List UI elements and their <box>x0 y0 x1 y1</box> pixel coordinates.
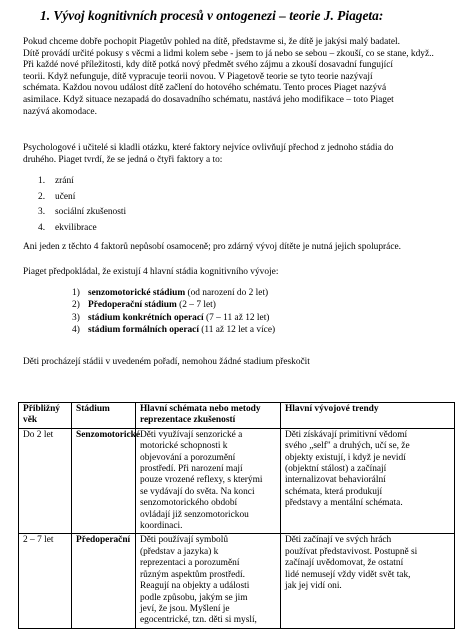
table-row <box>19 428 455 534</box>
factors-list <box>38 176 126 238</box>
trends-line: Děti začínají ve svých hrách <box>285 535 392 546</box>
stage-name: stádium formálních operací <box>88 325 199 336</box>
stage-cell: Předoperační <box>72 534 136 628</box>
stage-number: 1) <box>72 288 80 298</box>
intro-line: schémata. Každou novou událost dítě začlení do hotového schématu. Tento proces Piaget nazývá <box>23 83 387 94</box>
schemas-line: egocentrické, tzn. děti si myslí, <box>140 615 257 626</box>
trends-line: lidé nemusejí vždy vidět svět tak, <box>285 569 411 580</box>
stage-item <box>72 313 275 325</box>
factor-label: sociální zkušenosti <box>55 207 127 218</box>
schemas-line: (představ a jazyka) k <box>140 546 219 557</box>
schemas-cell <box>136 428 281 534</box>
intro-line: Pokud chceme dobře pochopit Piagetův pohled na dítě, představme si, že dítě je jakýsi malý badatel. <box>23 37 400 47</box>
factors-intro-line: druhého. Piaget tvrdí, že se jedná o čtyři faktory a to: <box>23 154 223 165</box>
table-header-line: reprezentace zkušeností <box>140 415 236 426</box>
factors-intro-paragraph <box>23 143 393 166</box>
stage-number: 3) <box>72 312 80 323</box>
trends-line: Děti získávají primitivní vědomí <box>285 429 408 440</box>
factor-number: 3. <box>38 207 46 218</box>
stages-table <box>18 402 455 629</box>
stage-cell: Senzomotorické <box>72 428 136 534</box>
intro-line: teorii. Když nefunguje, dítě vypracuje teorii novou. V Piagetově teorie se tyto teorie nazývají <box>23 71 373 82</box>
schemas-line: jeví, že jsou. Myšlení je <box>140 603 230 614</box>
table-row <box>19 534 455 628</box>
schemas-line: podle způsobu, jakým se jim <box>140 592 248 603</box>
schemas-line: se vydávají do světa. Na konci <box>140 486 255 497</box>
trends-line: svého „self" a druhých, učí se, že <box>285 441 410 452</box>
schemas-line: Děti využívají senzorické a <box>140 429 243 440</box>
intro-line: asimilace. Když situace nezapadá do dosavadního schématu, nastává jeho modifikace – toto Piaget <box>23 94 394 105</box>
cooperation-paragraph: Ani jeden z těchto 4 faktorů nepůsobí osamoceně; pro zdárný vývoj dítěte je nutná jejich spolupráce. <box>23 242 402 252</box>
factor-item <box>38 192 126 208</box>
schemas-cell <box>136 534 281 628</box>
table-header-line: Přibližný <box>23 404 60 414</box>
factor-item <box>38 223 126 239</box>
trends-line: začínají uvědomovat, že ostatní <box>285 558 404 569</box>
trends-line: objekty existují, i když je nevidí <box>285 452 406 463</box>
trends-line: schémata, která produkují <box>285 486 383 497</box>
schemas-line: motorické schopnosti k <box>140 441 228 452</box>
schemas-line: Děti používají symbolů <box>140 535 229 546</box>
trends-line: internalizovat behaviorální <box>285 475 386 486</box>
stage-item <box>72 300 275 312</box>
schemas-line: senzomotorického období <box>140 498 238 509</box>
intro-line: nazývá akomodace. <box>23 106 97 117</box>
schemas-line: pouze vrozené reflexy, s kterými <box>140 475 263 486</box>
factors-intro-line: Psychologové i učitelé si kladli otázku, které faktory nejvíce ovlivňují přechod z jednoho stádia do <box>23 143 394 153</box>
trends-cell <box>281 534 455 628</box>
stage-name: Předoperační stádium <box>88 300 177 311</box>
table-header-cell <box>72 403 136 429</box>
schemas-line: prostředí. Při narození mají <box>140 464 243 475</box>
schemas-line: objevování a porozumění <box>140 452 236 463</box>
table-header-cell <box>281 403 455 429</box>
stage-name: stádium konkrétních operací <box>88 312 204 323</box>
intro-line: Při každé nové příležitosti, kdy dítě potká nový předmět svého zájmu a zkouší dosavadní fungující <box>23 60 393 71</box>
schemas-line: koordinaci. <box>140 521 183 532</box>
stages-intro-paragraph: Piaget předpokládal, že existují 4 hlavní stádia kognitivního vývoje: <box>23 267 279 277</box>
trends-cell <box>281 428 455 534</box>
stage-range: (od narození do 2 let) <box>187 288 269 298</box>
stage-name: senzomotorické stádium <box>88 288 186 298</box>
stage-range: (11 až 12 let a více) <box>201 325 276 336</box>
schemas-line: reprezentaci a porozumění <box>140 558 240 569</box>
table-body <box>19 428 455 628</box>
factor-label: učení <box>55 191 76 202</box>
table-header-cell <box>136 403 281 429</box>
schemas-line: různým aspektům prostředí. <box>140 569 245 580</box>
factor-label: zrání <box>55 176 74 186</box>
table-header-line: věk <box>23 415 38 426</box>
trends-line: jak jej vidí oni. <box>285 581 342 592</box>
age-cell: Do 2 let <box>19 428 72 534</box>
stage-range: (2 – 7 let) <box>179 300 216 311</box>
stage-item <box>72 288 275 300</box>
stage-number: 4) <box>72 325 80 336</box>
table-header-cell <box>19 403 72 429</box>
schemas-line: ovládají již senzomotorickou <box>140 509 249 520</box>
stages-list <box>72 288 275 338</box>
table-header-line: Stádium <box>76 404 110 414</box>
stage-range: (7 – 11 až 12 let) <box>205 312 270 323</box>
trends-line: používat představivost. Postupně si <box>285 546 418 557</box>
table-header-row <box>19 403 455 429</box>
intro-paragraph <box>23 37 434 118</box>
factor-number: 2. <box>38 191 46 202</box>
factor-number: 4. <box>38 222 46 233</box>
age-cell: 2 – 7 let <box>19 534 72 628</box>
schemas-line: Reagují na objekty a události <box>140 581 250 592</box>
table-header-line: Hlavní vývojové trendy <box>285 404 379 414</box>
table-header-line: Hlavní schémata nebo metody <box>140 404 261 414</box>
trends-line: představy a mentální schémata. <box>285 498 403 509</box>
factor-item <box>38 207 126 223</box>
factor-number: 1. <box>38 176 46 186</box>
stage-number: 2) <box>72 300 80 311</box>
trends-line: (objektní stálost) a začínají <box>285 464 387 475</box>
order-note-paragraph: Děti procházejí stádii v uvedeném pořadí, nemohou žádné stadium přeskočit <box>23 357 310 367</box>
page-heading: 1. Vývoj kognitivních procesů v ontogenezi – teorie J. Piageta: <box>40 8 384 23</box>
stage-item <box>72 325 275 337</box>
intro-line: Dítě provádí určité pokusy s věcmi a lidmi kolem sebe - jsem to já nebo se sebou – zkouší, co se stane, když.. <box>23 48 434 59</box>
factor-label: ekvilibrace <box>55 222 97 233</box>
factor-item <box>38 176 126 192</box>
